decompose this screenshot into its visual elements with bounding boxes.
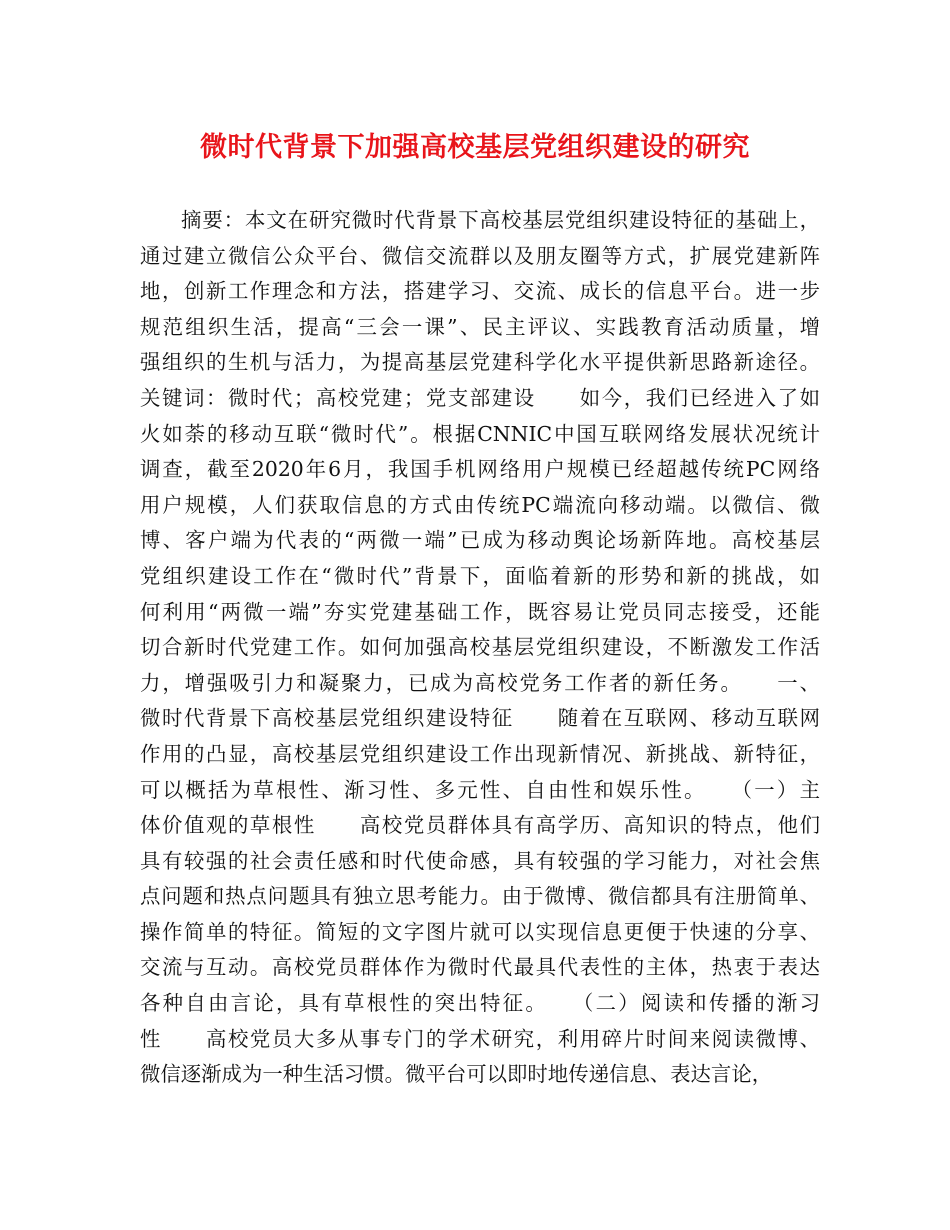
body-line: 具有较强的社会责任感和时代使命感，具有较强的学习能力，对社会焦 <box>140 848 820 873</box>
body-line: 各种自由言论，具有草根性的突出特征。 （二）阅读和传播的渐习 <box>140 991 820 1016</box>
body-line: 点问题和热点问题具有独立思考能力。由于微博、微信都具有注册简单、 <box>140 884 820 909</box>
body-line: 调查，截至2020年6月，我国手机网络用户规模已经超越传统PC网络 <box>140 457 820 482</box>
body-line: 微信逐渐成为一种生活习惯。微平台可以即时地传递信息、表达言论， <box>140 1062 773 1087</box>
body-line: 关键词：微时代；高校党建；党支部建设 如今，我们已经进入了如 <box>140 385 820 410</box>
body-line: 切合新时代党建工作。如何加强高校基层党组织建设，不断激发工作活 <box>140 635 820 660</box>
body-line: 摘要：本文在研究微时代背景下高校基层党组织建设特征的基础上， <box>181 208 820 232</box>
body-line: 操作简单的特征。简短的文字图片就可以实现信息更便于快速的分享、 <box>140 919 820 944</box>
body-line: 性 高校党员大多从事专门的学术研究，利用碎片时间来阅读微博、 <box>140 1026 820 1051</box>
body-line: 体价值观的草根性 高校党员群体具有高学历、高知识的特点，他们 <box>140 813 820 838</box>
body-line: 可以概括为草根性、渐习性、多元性、自由性和娱乐性。 （一）主 <box>140 777 820 802</box>
body-line: 博、客户端为代表的“两微一端”已成为移动舆论场新阵地。高校基层 <box>140 528 820 553</box>
body-line: 微时代背景下高校基层党组织建设特征 随着在互联网、移动互联网 <box>140 706 820 731</box>
body-line: 何利用“两微一端”夯实党建基础工作，既容易让党员同志接受，还能 <box>140 599 820 624</box>
body-line: 党组织建设工作在“微时代”背景下，面临着新的形势和新的挑战，如 <box>140 563 820 588</box>
body-line: 地，创新工作理念和方法，搭建学习、交流、成长的信息平台。进一步 <box>140 279 820 304</box>
body-line: 通过建立微信公众平台、微信交流群以及朋友圈等方式，扩展党建新阵 <box>140 243 820 268</box>
body-line: 强组织的生机与活力，为提高基层党建科学化水平提供新思路新途径。 <box>140 350 820 375</box>
body-line: 规范组织生活，提高“三会一课”、民主评议、实践教育活动质量，增 <box>140 314 820 339</box>
body-line: 用户规模，人们获取信息的方式由传统PC端流向移动端。以微信、微 <box>140 492 820 517</box>
body-line: 力，增强吸引力和凝聚力，已成为高校党务工作者的新任务。 一、 <box>140 670 820 695</box>
body-line: 作用的凸显，高校基层党组织建设工作出现新情况、新挑战、新特征， <box>140 741 820 766</box>
document-title: 微时代背景下加强高校基层党组织建设的研究 <box>200 132 750 163</box>
body-line: 交流与互动。高校党员群体作为微时代最具代表性的主体，热衷于表达 <box>140 955 820 980</box>
body-line: 火如荼的移动互联“微时代”。根据CNNIC中国互联网络发展状况统计 <box>140 421 820 446</box>
document-body <box>140 203 820 1093</box>
